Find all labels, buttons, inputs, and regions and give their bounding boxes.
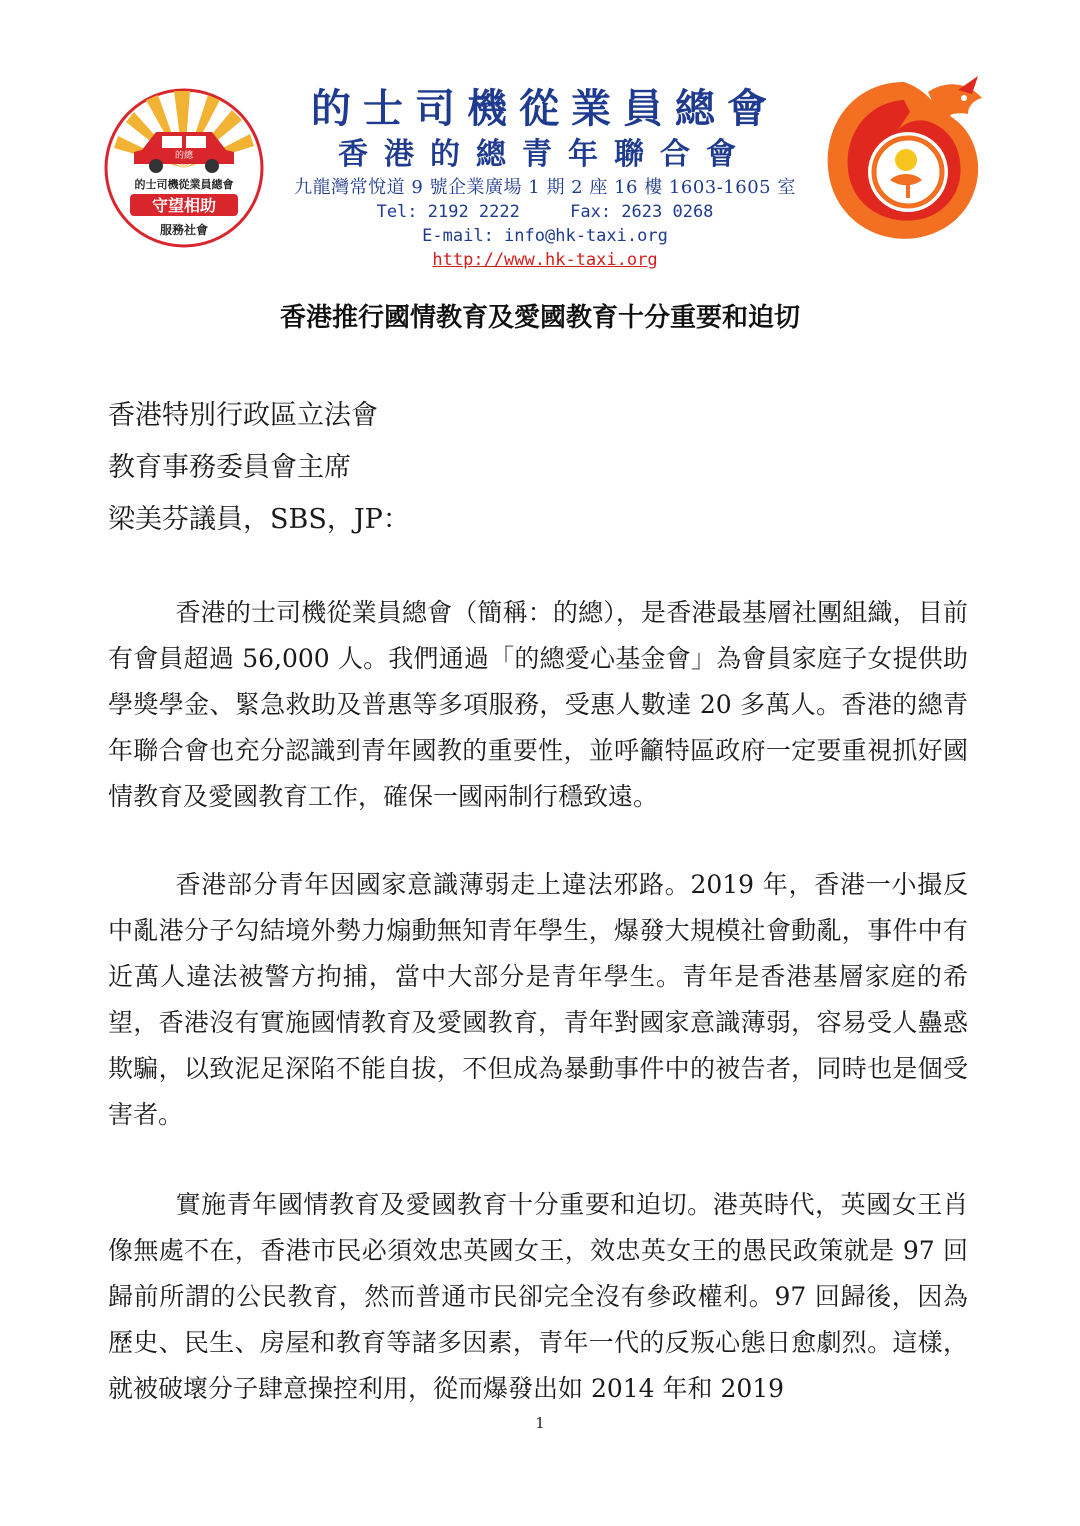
dragon-youth-logo	[818, 72, 990, 248]
letterhead	[290, 84, 800, 272]
paragraph-2: 香港部分青年因國家意識薄弱走上違法邪路。2019 年，香港一小撮反中亂港分子勾結境外勢力煽動無知青年學生，爆發大規模社會動亂，事件中有近萬人違法被警方拘捕，當中大部分是青年學生。青年是香港基層家庭的希望，香港沒有實施國情教育及愛國教育，青年對國家意識薄弱，容易受人蠱惑欺騙，以致泥足深陷不能自拔，不但成為暴動事件中的被告者，同時也是個受害者。	[108, 870, 968, 1129]
logo-banner-text: 守望相助	[151, 196, 217, 215]
org-tel: Tel: 2192 2222	[376, 202, 520, 222]
dragon-logo-icon	[818, 72, 990, 248]
addressee-block	[108, 390, 978, 546]
taxi-association-logo	[104, 88, 264, 248]
page-number: 1	[535, 1414, 545, 1432]
org-name: 的士司機從業員總會	[311, 85, 779, 132]
addressee-line-1: 香港特別行政區立法會	[108, 400, 378, 431]
paragraph-3: 實施青年國情教育及愛國教育十分重要和迫切。港英時代，英國女王肖像無處不在，香港市民必須效忠英國女王，效忠英女王的愚民政策就是 97 回歸前所謂的公民教育，然而普通市民卻完全沒有參政權利。97 回歸後，因為歷史、民生、房屋和教育等諸多因素，青年一代的反叛心態日愈劇烈。這樣，就被破壞分子肆意操控利用，從而爆發出如 2014 年和 2019	[108, 1190, 968, 1403]
org-fax: Fax: 2623 0268	[570, 202, 714, 222]
org-website-link[interactable]: http://www.hk-taxi.org	[432, 250, 658, 270]
org-sub-name: 香港的總青年聯合會	[338, 137, 752, 172]
org-address: 九龍灣常悅道 9 號企業廣場 1 期 2 座 16 樓 1603-1605 室	[294, 177, 796, 198]
logo-badge-text: 的總	[174, 151, 194, 161]
org-contact	[290, 200, 800, 224]
taxi-logo-icon	[104, 88, 264, 248]
paragraph-1: 香港的士司機從業員總會（簡稱：的總），是香港最基層社團組織，目前有會員超過 56,000 人。我們通過「的總愛心基金會」為會員家庭子女提供助學獎學金、緊急救助及普惠等多項服務，受惠人數達 20 多萬人。香港的總青年聯合會也充分認識到青年國教的重要性，並呼籲特區政府一定要重視抓好國情教育及愛國教育工作，確保一國兩制行穩致遠。	[108, 598, 968, 811]
logo-ring-text: 的士司機從業員總會	[134, 178, 234, 191]
org-email: E-mail: info@hk-taxi.org	[422, 226, 668, 246]
logo-bottom-text: 服務社會	[159, 223, 209, 237]
addressee-line-2: 教育事務委員會主席	[108, 452, 351, 483]
document-title: 香港推行國情教育及愛國教育十分重要和迫切	[279, 303, 800, 333]
addressee-line-3: 梁美芬議員，SBS，JP：	[108, 504, 410, 535]
